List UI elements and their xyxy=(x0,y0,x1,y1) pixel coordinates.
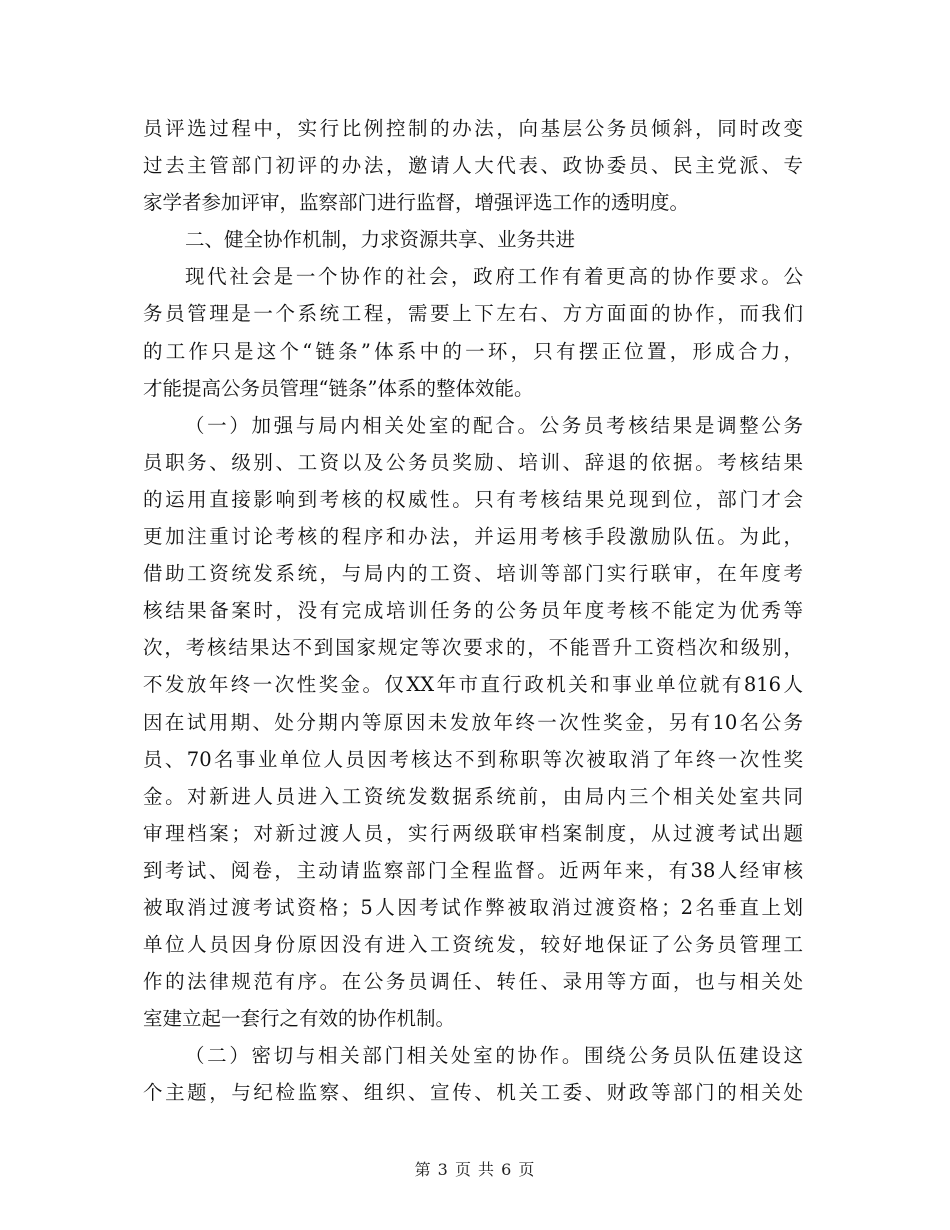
text-line: 个主题，与纪检监察、组织、宣传、机关工委、财政等部门的相关处 xyxy=(143,1081,803,1105)
text-line: 被取消过渡考试资格；5人因考试作弊被取消过渡资格；2名垂直上划 xyxy=(143,895,803,919)
text-line: 次，考核结果达不到国家规定等次要求的，不能晋升工资档次和级别， xyxy=(143,636,803,660)
text-line: （二）密切与相关部门相关处室的协作。围绕公务员队伍建设这 xyxy=(185,1044,803,1068)
text-line: 核结果备案时，没有完成培训任务的公务员年度考核不能定为优秀等 xyxy=(143,599,803,623)
text-line: 二、健全协作机制，力求资源共享、业务共进 xyxy=(185,228,576,252)
text-line: 作的法律规范有序。在公务员调任、转任、录用等方面，也与相关处 xyxy=(143,970,803,994)
text-line: 金。对新进人员进入工资统发数据系统前，由局内三个相关处室共同 xyxy=(143,784,803,808)
text-line: 务员管理是一个系统工程，需要上下左右、方方面面的协作，而我们 xyxy=(143,302,803,326)
text-line: 因在试用期、处分期内等原因未发放年终一次性奖金，另有10名公务 xyxy=(143,710,803,734)
text-line: 到考试、阅卷，主动请监察部门全程监督。近两年来，有38人经审核 xyxy=(143,858,803,882)
text-line: 审理档案；对新过渡人员，实行两级联审档案制度，从过渡考试出题 xyxy=(143,821,803,845)
text-line: 才能提高公务员管理“链条”体系的整体效能。 xyxy=(143,376,534,400)
text-line: 员职务、级别、工资以及公务员奖励、培训、辞退的依据。考核结果 xyxy=(143,450,803,474)
document-body xyxy=(143,110,803,1112)
text-line: 的运用直接影响到考核的权威性。只有考核结果兑现到位，部门才会 xyxy=(143,487,803,511)
text-line: 借助工资统发系统，与局内的工资、培训等部门实行联审，在年度考 xyxy=(143,562,803,586)
text-line: 不发放年终一次性奖金。仅XX年市直行政机关和事业单位就有816人 xyxy=(143,673,803,697)
text-line: 室建立起一套行之有效的协作机制。 xyxy=(143,1007,456,1031)
text-line: 单位人员因身份原因没有进入工资统发，较好地保证了公务员管理工 xyxy=(143,933,803,957)
text-line: 更加注重讨论考核的程序和办法，并运用考核手段激励队伍。为此， xyxy=(143,525,803,549)
page-footer: 第 3 页 共 6 页 xyxy=(414,1160,536,1179)
text-line: 员、70名事业单位人员因考核达不到称职等次被取消了年终一次性奖 xyxy=(143,747,803,771)
text-line: 员评选过程中，实行比例控制的办法，向基层公务员倾斜，同时改变 xyxy=(143,117,803,140)
text-line: 家学者参加评审，监察部门进行监督，增强评选工作的透明度。 xyxy=(143,191,690,215)
text-line: 的工作只是这个“链条”体系中的一环，只有摆正位置，形成合力， xyxy=(143,339,803,363)
text-line: （一）加强与局内相关处室的配合。公务员考核结果是调整公务 xyxy=(185,413,803,437)
text-line: 过去主管部门初评的办法，邀请人大代表、政协委员、民主党派、专 xyxy=(143,154,803,178)
text-line: 现代社会是一个协作的社会，政府工作有着更高的协作要求。公 xyxy=(185,265,803,289)
